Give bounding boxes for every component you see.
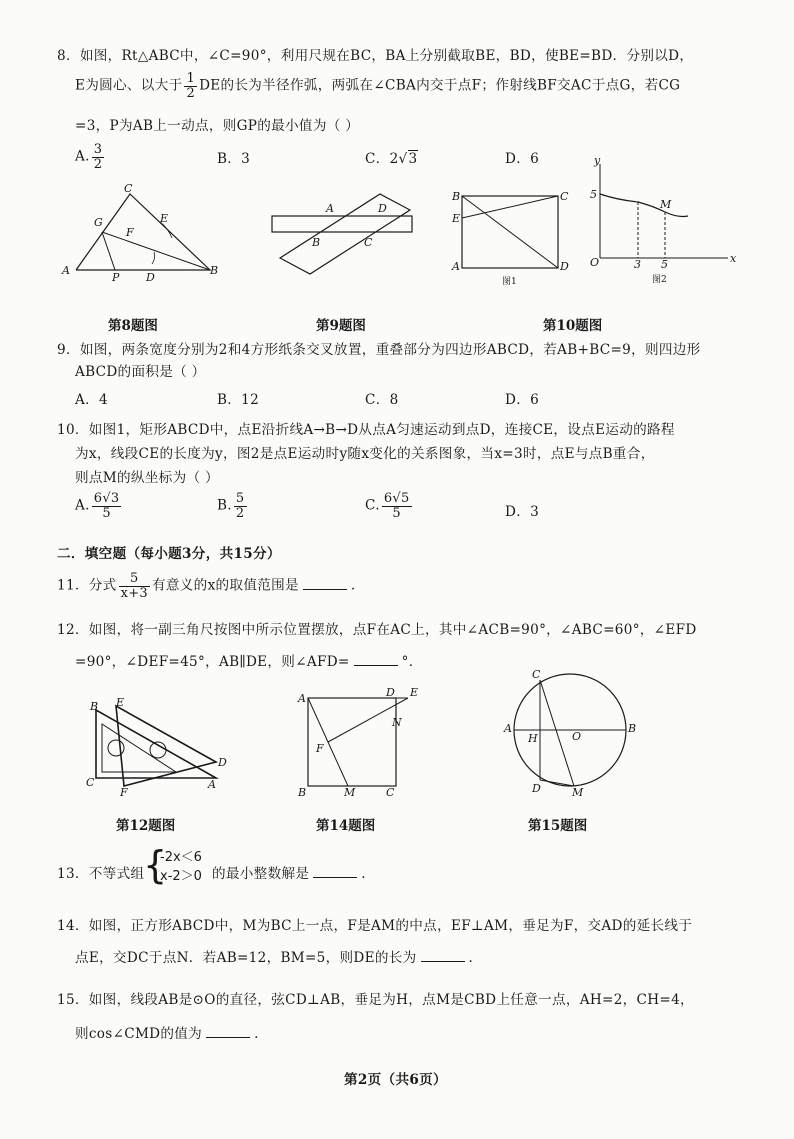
svg-text:N: N xyxy=(392,716,402,729)
svg-text:F: F xyxy=(316,742,324,755)
section-fill-in-title: 二．填空题（每小题3分，共15分） xyxy=(57,546,281,562)
caption-fig15: 第15题图 xyxy=(528,818,588,834)
q9-line2: ABCD的面积是（ ） xyxy=(75,364,206,380)
q8-line2: E为圆心、以大于 $\frac{1}{2}$ DE的长为半径作弧，两弧在∠CBA内交于点F；作射线BF交AC于点G，若CG xyxy=(75,71,681,101)
caption-fig14: 第14题图 xyxy=(316,818,376,834)
svg-text:C: C xyxy=(386,786,395,799)
q12-line2: =90°，∠DEF=45°，AB∥DE，则∠AFD= °． xyxy=(75,654,423,670)
svg-text:图2: 图2 xyxy=(652,275,667,285)
q8-option-c: C．2√3 xyxy=(365,151,418,167)
q10-option-a: A. $\frac{6√3}{5}$ xyxy=(75,491,120,521)
svg-text:G: G xyxy=(94,216,103,229)
svg-text:C: C xyxy=(86,776,95,789)
q9-option-d: D．6 xyxy=(505,392,540,408)
q8-line3: =3，P为AB上一动点，则GP的最小值为（ ） xyxy=(75,118,360,134)
svg-text:x: x xyxy=(730,252,737,265)
svg-text:图1: 图1 xyxy=(502,277,517,287)
svg-text:E: E xyxy=(410,686,419,699)
q10-line3: 则点M的纵坐标为（ ） xyxy=(75,470,219,486)
svg-text:D: D xyxy=(386,686,395,699)
svg-text:M: M xyxy=(660,198,672,211)
figure-10-graph xyxy=(588,154,738,286)
q12-line1: 12．如图，将一副三角尺按图中所示位置摆放，点F在AC上，其中∠ACB=90°，∠ABC=60°，∠EFD xyxy=(57,622,697,638)
svg-text:y: y xyxy=(594,154,601,167)
q13-system: -2x＜6 x-2＞0 xyxy=(160,850,202,884)
q13-suffix: 的最小整数解是 . xyxy=(212,866,366,882)
svg-text:B: B xyxy=(210,264,219,277)
svg-text:B: B xyxy=(298,786,307,799)
svg-text:D: D xyxy=(146,271,155,284)
svg-text:C: C xyxy=(364,236,373,249)
q14-line2: 点E，交DC于点N．若AB=12，BM=5，则DE的长为 . xyxy=(75,950,474,966)
q8-line1: 8．如图，Rt△ABC中，∠C=90°，利用尺规在BC，BA上分别截取BE，BD，使BE=BD．分别以D， xyxy=(57,48,694,64)
svg-text:C: C xyxy=(124,182,133,195)
q15-answer-blank[interactable] xyxy=(206,1025,250,1038)
q10-option-b: B. $\frac{5}{2}$ xyxy=(217,491,245,521)
q10-option-d: D．3 xyxy=(505,504,540,520)
figure-9-strips xyxy=(270,190,420,280)
svg-text:A: A xyxy=(452,260,460,273)
q14-line1: 14．如图，正方形ABCD中，M为BC上一点，F是AM的中点，EF⊥AM，垂足为F，交AD的延长线于 xyxy=(57,918,693,934)
q8-option-a: A. $\frac{3}{2}$ xyxy=(75,142,103,172)
svg-text:E: E xyxy=(116,696,125,709)
figure-10-rectangle xyxy=(452,188,570,288)
svg-text:E: E xyxy=(160,212,169,225)
q10-line2: 为x，线段CE的长度为y，图2是点E运动时y随x变化的关系图象，当x=3时，点E与点B重合， xyxy=(75,446,655,462)
figure-8-triangle xyxy=(60,182,230,282)
svg-text:H: H xyxy=(528,732,538,745)
svg-text:P: P xyxy=(112,271,120,284)
svg-text:O: O xyxy=(590,256,600,269)
q15-line1: 15．如图，线段AB是⊙O的直径，弦CD⊥AB，垂足为H，点M是CBD上任意一点，AH=2，CH=4， xyxy=(57,992,694,1008)
svg-text:D: D xyxy=(378,202,387,215)
q11-line: 11．分式 $\frac{5}{x+3}$ 有意义的x的取值范围是 . xyxy=(57,571,356,601)
q10-option-c: C. $\frac{6√5}{5}$ xyxy=(365,491,410,521)
caption-fig10: 第10题图 xyxy=(543,318,603,334)
svg-text:B: B xyxy=(90,700,99,713)
q9-option-c: C．8 xyxy=(365,392,399,408)
q9-option-b: B．12 xyxy=(217,392,260,408)
caption-fig9: 第9题图 xyxy=(316,318,366,334)
q14-answer-blank[interactable] xyxy=(421,949,465,962)
svg-text:B: B xyxy=(312,236,321,249)
q9-line1: 9．如图，两条宽度分别为2和4方形纸条交叉放置，重叠部分为四边形ABCD，若AB+BC=9，则四边形 xyxy=(57,342,701,358)
q9-option-a: A．4 xyxy=(75,392,108,408)
q8-fraction: $\frac{1}{2}$ xyxy=(186,71,196,101)
q13-answer-blank[interactable] xyxy=(313,865,357,878)
q8-option-d: D．6 xyxy=(505,151,540,167)
svg-text:B: B xyxy=(628,722,637,735)
svg-text:M: M xyxy=(344,786,356,799)
svg-text:D: D xyxy=(560,260,569,273)
q13-prefix: 13．不等式组 xyxy=(57,866,145,882)
svg-text:A: A xyxy=(298,692,306,705)
figure-15-circle xyxy=(500,668,640,798)
svg-text:B: B xyxy=(452,190,461,203)
svg-text:E: E xyxy=(452,212,461,225)
svg-text:A: A xyxy=(208,778,216,791)
svg-text:D: D xyxy=(218,756,227,769)
svg-text:O: O xyxy=(572,730,582,743)
svg-text:A: A xyxy=(504,722,512,735)
q8-option-b: B．3 xyxy=(217,151,251,167)
figure-12-set-squares xyxy=(86,696,227,800)
svg-text:A: A xyxy=(326,202,334,215)
svg-text:M: M xyxy=(572,786,584,799)
caption-fig8: 第8题图 xyxy=(108,318,158,334)
svg-text:C: C xyxy=(532,668,541,681)
svg-text:C: C xyxy=(560,190,569,203)
q15-line2: 则cos∠CMD的值为 . xyxy=(75,1026,259,1042)
q13-brace: { xyxy=(143,843,168,887)
caption-fig12: 第12题图 xyxy=(116,818,176,834)
svg-text:F: F xyxy=(120,786,128,799)
svg-text:A: A xyxy=(62,264,70,277)
svg-text:D: D xyxy=(532,782,541,795)
q10-line1: 10．如图1，矩形ABCD中，点E沿折线A→B→D从点A匀速运动到点D，连接CE，设点E运动的路程 xyxy=(57,422,675,438)
q12-answer-blank[interactable] xyxy=(354,653,398,666)
svg-text:3: 3 xyxy=(634,258,641,271)
page-footer: 第2页（共6页） xyxy=(344,1072,447,1088)
svg-text:F: F xyxy=(126,226,134,239)
figure-14-square xyxy=(296,686,426,800)
q11-answer-blank[interactable] xyxy=(303,577,347,590)
svg-text:5: 5 xyxy=(661,258,668,271)
svg-text:5: 5 xyxy=(590,188,597,201)
